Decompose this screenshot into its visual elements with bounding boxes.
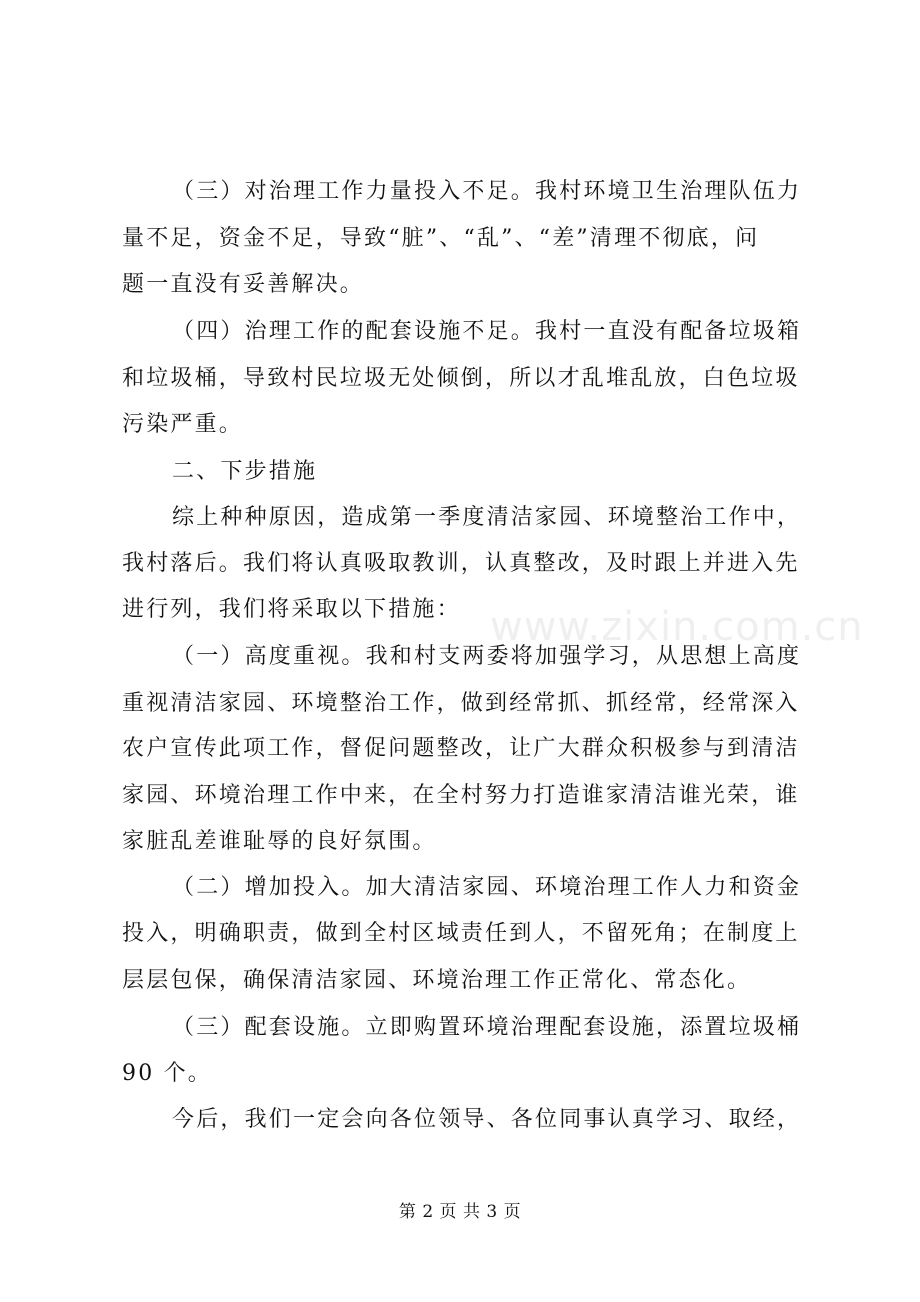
text-line: 90 个。	[122, 1061, 212, 1086]
text-line: （三）对治理工作力量投入不足。我村环境卫生治理队伍力	[172, 179, 802, 204]
text-line: 我村落后。我们将认真吸取教训，认真整改，及时跟上并进入先	[122, 551, 800, 576]
text-line: 今后，我们一定会向各位领导、各位同事认真学习、取经，	[172, 1107, 802, 1132]
text-line: 污染严重。	[122, 412, 244, 437]
text-line: （四）治理工作的配套设施不足。我村一直没有配备垃圾箱	[172, 319, 802, 344]
text-line: 和垃圾桶，导致村民垃圾无处倾倒，所以才乱堆乱放，白色垃圾	[122, 366, 800, 391]
text-line: （三）配套设施。立即购置环境治理配套设施，添置垃圾桶	[172, 1015, 802, 1040]
text-line: 家脏乱差谁耻辱的良好氛围。	[122, 829, 437, 854]
text-line: 重视清洁家园、环境整治工作，做到经常抓、抓经常，经常深入	[122, 691, 800, 716]
text-line: 综上种种原因，造成第一季度清洁家园、环境整治工作中，	[172, 505, 802, 530]
text-line: （一）高度重视。我和村支两委将加强学习，从思想上高度	[172, 644, 802, 669]
text-line: 农户宣传此项工作，督促问题整改，让广大群众积极参与到清洁	[122, 736, 800, 761]
text-line: 家园、环境治理工作中来，在全村努力打造谁家清洁谁光荣，谁	[122, 783, 800, 808]
text-line: 量不足，资金不足，导致“脏”、“乱”、“差”清理不彻底，问	[122, 226, 760, 251]
text-line: 进行列，我们将采取以下措施：	[122, 597, 461, 622]
watermark: www.zixin.com.cn	[490, 604, 864, 650]
page-footer: 第 2 页 共 3 页	[398, 1202, 522, 1222]
section-heading: 二、下步措施	[172, 459, 318, 484]
text-line: 投入，明确职责，做到全村区域责任到人，不留死角；在制度上	[122, 921, 800, 946]
text-line: （二）增加投入。加大清洁家园、环境治理工作人力和资金	[172, 875, 802, 900]
text-line: 题一直没有妥善解决。	[122, 272, 365, 297]
text-line: 层层包保，确保清洁家园、环境治理工作正常化、常态化。	[122, 968, 752, 993]
